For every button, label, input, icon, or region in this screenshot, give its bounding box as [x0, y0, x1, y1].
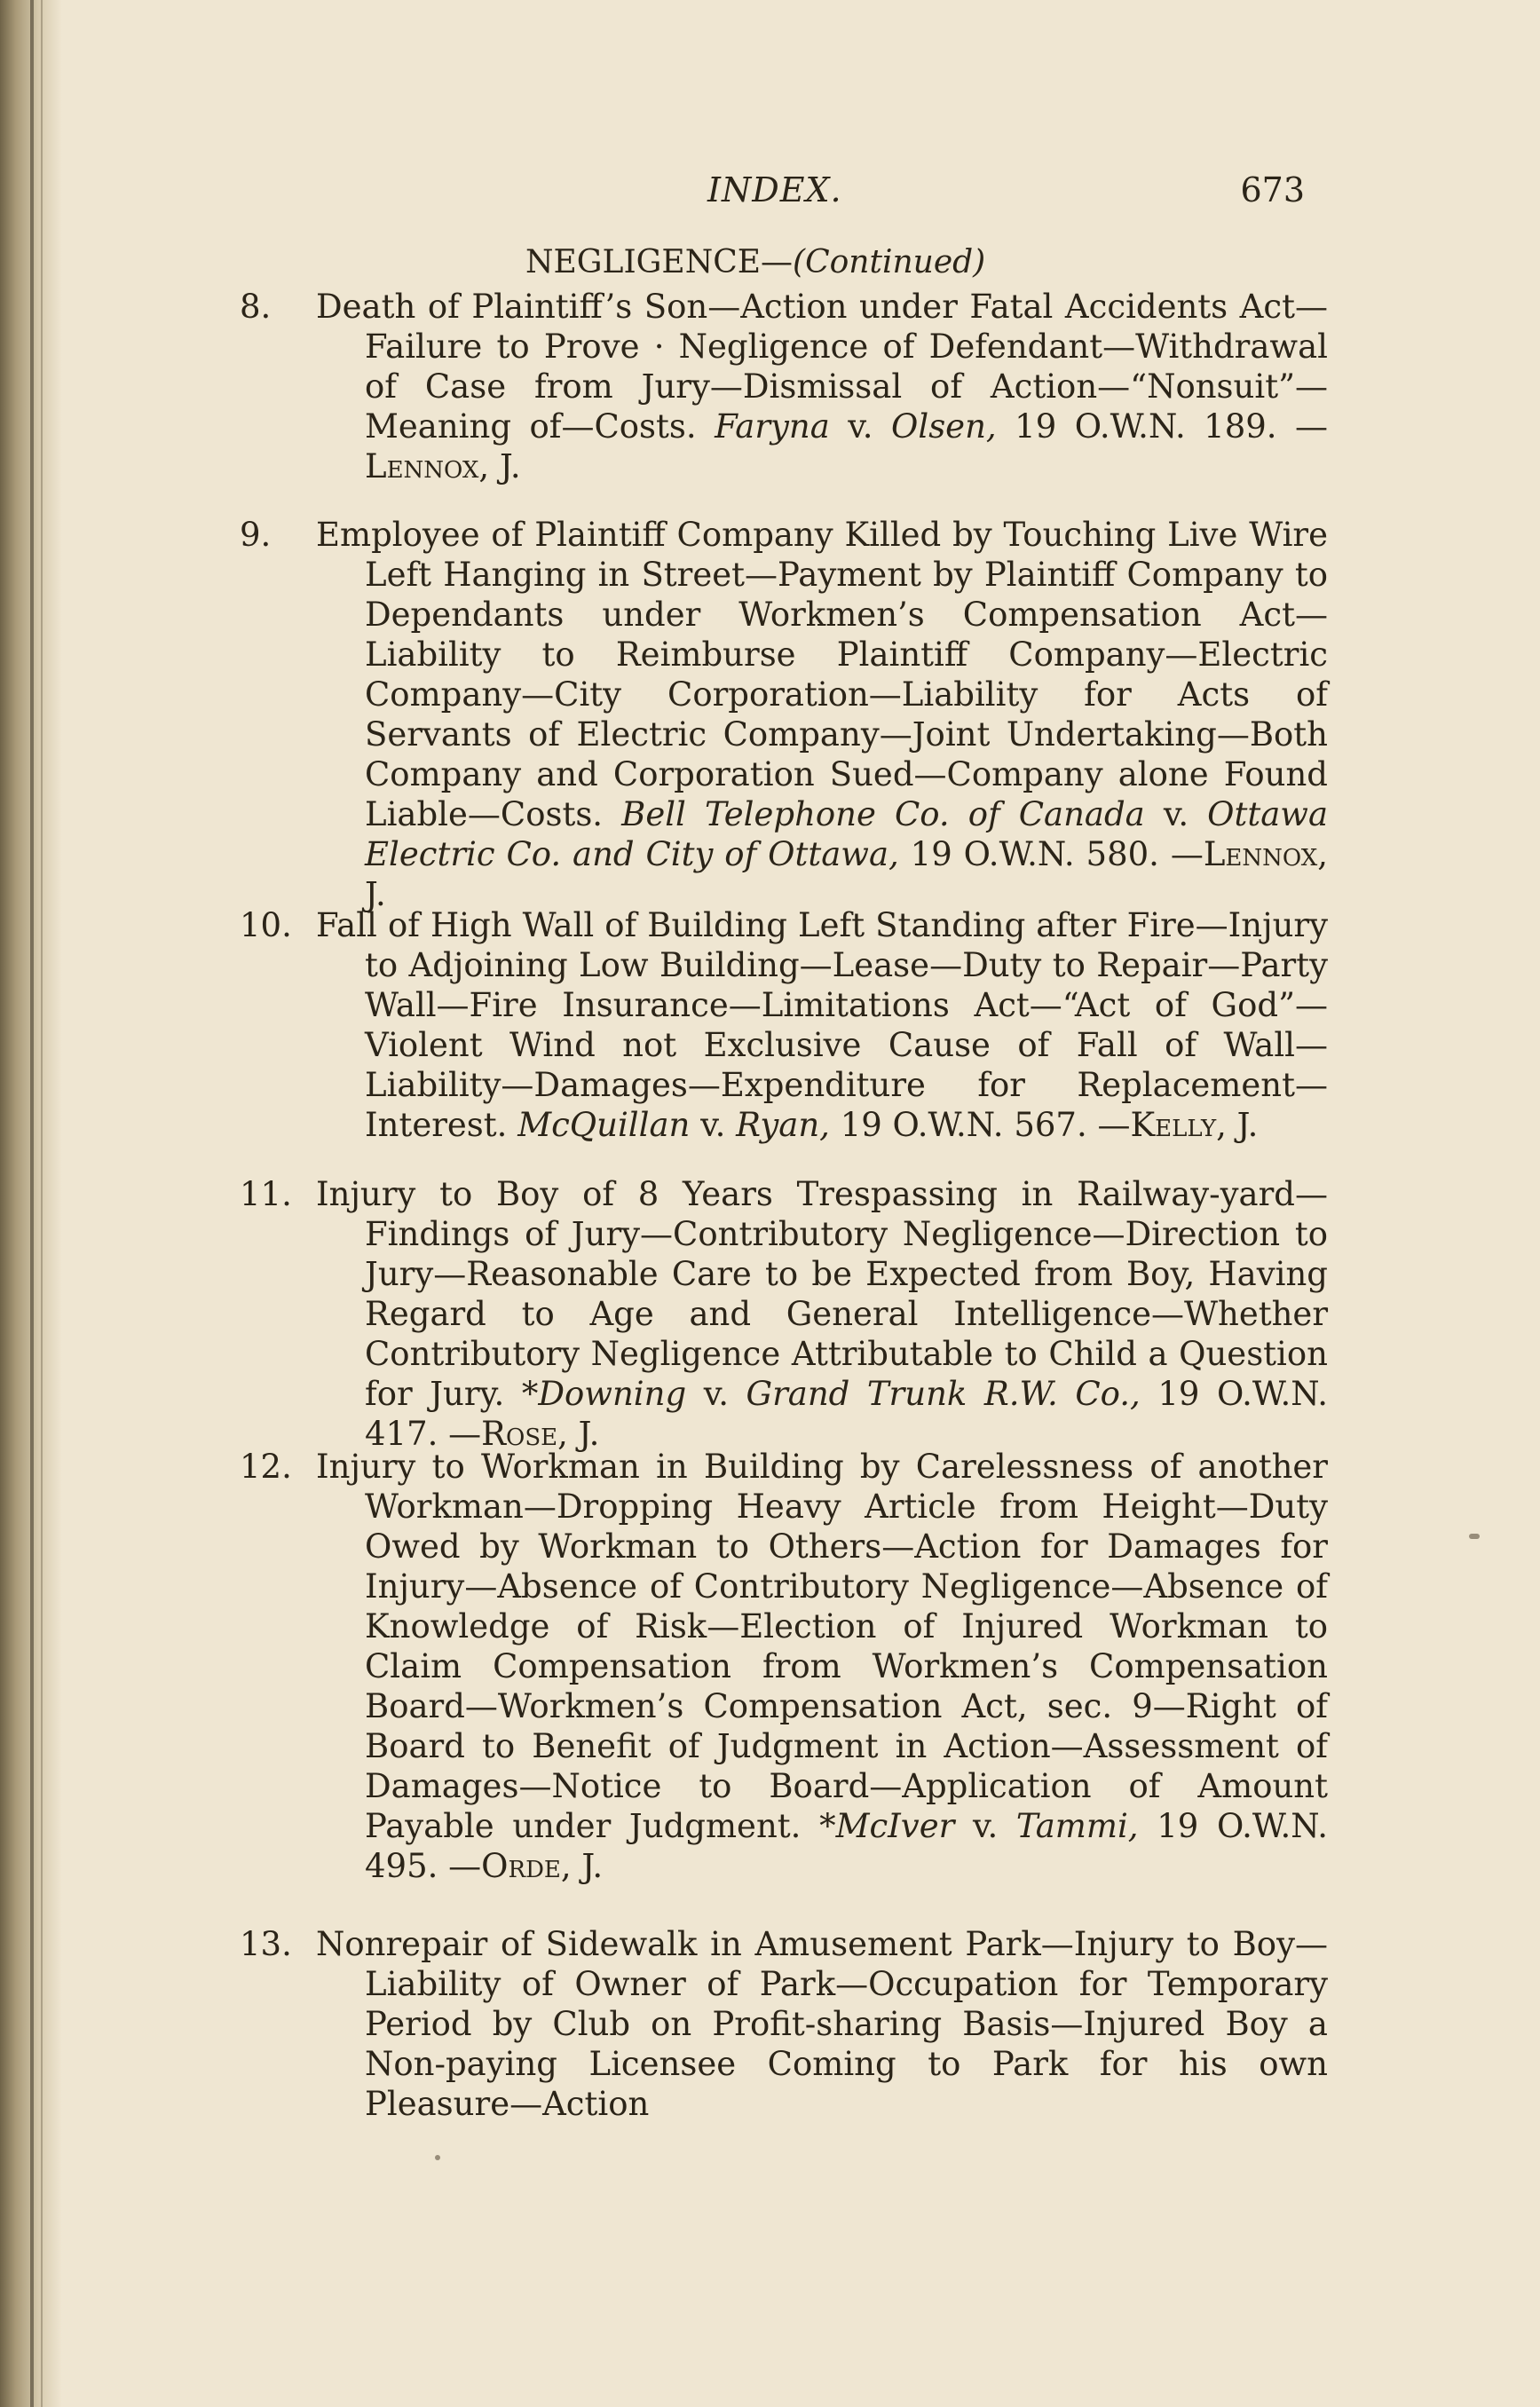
case-judge: —Rose, J.	[448, 1415, 600, 1453]
entry-text: Employee of Plaintiff Company Killed by Touching Live Wire Left Hanging in Street—Payment by Plaintiff Company to Dependants under Workmen’s Compensation Act—Liability to Reimburse Plaintiff Company—Electric Company—City Corporation—Liability for Acts of Servants of Electric Company—Joint Undertaking—Both Company and Corporation Sued—Company alone Found Liable—Costs.	[316, 516, 1328, 833]
index-entry-8	[240, 287, 1328, 486]
entry-number: 8.	[240, 288, 272, 326]
paper-blemish	[435, 2155, 440, 2160]
entry-text: Injury to Workman in Building by Carelessness of another Workman—Dropping Heavy Article from Height—Duty Owed by Workman to Others—Action for Damages for Injury—Absence of Contributory Negligence—Absence of Knowledge of Risk—Election of Injured Workman to Claim Compensation from Workmen’s Compensation Board—Workmen’s Compensation Act, sec. 9—Right of Board to Benefit of Judgment in Action—Assessment of Damages—Notice to Board—Application of Amount Payable under Judgment.	[316, 1448, 1328, 1845]
entry-body	[316, 1447, 1328, 1886]
index-entry-12	[240, 1447, 1328, 1886]
case-citation: 19 O.W.N. 580.	[910, 835, 1159, 873]
case-citation: 19 O.W.N. 567.	[840, 1106, 1087, 1144]
section-title: NEGLIGENCE—	[525, 244, 794, 280]
index-entry-10	[240, 905, 1328, 1145]
index-entry-13	[240, 1924, 1328, 2124]
case-party-b: Grand Trunk R.W. Co.,	[746, 1375, 1141, 1413]
entry-text: Nonrepair of Sidewalk in Amusement Park—Injury to Boy—Liability of Owner of Park—Occupation for Temporary Period by Club on Profit-sharing Basis—Injured Boy a Non-paying Licensee Coming to Park for his own Pleasure—Action	[316, 1925, 1328, 2123]
case-citation: 19 O.W.N. 189.	[1015, 407, 1277, 446]
entry-number: 10.	[240, 906, 292, 944]
case-party-a: McQuillan	[517, 1106, 691, 1144]
page-number: 673	[1240, 170, 1305, 209]
entry-number: 13.	[240, 1925, 292, 1963]
index-entry-9	[240, 515, 1328, 914]
case-party-a: *Downing	[521, 1375, 687, 1413]
page-header	[240, 170, 1305, 215]
entry-number: 12.	[240, 1448, 292, 1486]
case-judge: —Orde, J.	[448, 1847, 604, 1885]
entry-number: 11.	[240, 1175, 292, 1213]
entry-number: 9.	[240, 516, 272, 554]
entry-text: Fall of High Wall of Building Left Standing after Fire—Injury to Adjoining Low Building—Lease—Duty to Repair—Party Wall—Fire Insurance—Limitations Act—“Act of God”—Violent Wind not Exclusive Cause of Fall of Wall—Liability—Damages—Expenditure for Replacement—Interest.	[316, 906, 1328, 1144]
case-citation: 19 O.W.N. 417.	[365, 1375, 1328, 1453]
entry-body	[316, 287, 1328, 486]
case-judge: —Lennox, J.	[365, 407, 1329, 485]
case-party-a: *McIver	[819, 1807, 955, 1845]
case-party-a: Bell Telephone Co. of Canada	[621, 795, 1145, 833]
case-versus: v.	[700, 1106, 726, 1144]
case-party-a: Faryna	[715, 407, 830, 446]
book-spine-edge	[0, 0, 62, 2407]
case-judge: —Kelly, J.	[1097, 1106, 1259, 1144]
case-versus: v.	[848, 407, 873, 446]
section-heading	[525, 244, 985, 280]
index-entry-11	[240, 1174, 1328, 1454]
case-versus: v.	[703, 1375, 729, 1413]
case-party-b: Ryan,	[736, 1106, 830, 1144]
case-versus: v.	[1163, 795, 1189, 833]
case-party-b: Ottawa Electric Co. and City of Ottawa,	[365, 795, 1329, 873]
entry-body	[316, 515, 1328, 914]
entry-body	[316, 1174, 1328, 1454]
entry-text: Death of Plaintiff’s Son—Action under Fatal Accidents Act—Failure to Prove · Negligence of Defendant—Withdrawal of Case from Jury—Dismissal of Action—“Nonsuit”—Meaning of—Costs.	[316, 288, 1328, 446]
case-party-b: Olsen,	[891, 407, 997, 446]
running-title: INDEX.	[707, 170, 842, 209]
case-versus: v.	[972, 1807, 999, 1845]
entry-text: Injury to Boy of 8 Years Trespassing in Railway-yard—Findings of Jury—Contributory Negligence—Direction to Jury—Reasonable Care to be Expected from Boy, Having Regard to Age and General Intelligence—Whether Contributory Negligence Attributable to Child a Question for Jury.	[316, 1175, 1328, 1413]
entry-body	[316, 905, 1328, 1145]
entry-body	[316, 1924, 1328, 2124]
case-citation: 19 O.W.N. 495.	[365, 1807, 1329, 1885]
paper-blemish	[1469, 1534, 1480, 1539]
case-party-b: Tammi,	[1015, 1807, 1139, 1845]
section-continued: (Continued)	[793, 244, 986, 280]
case-judge: —Lennox, J.	[365, 835, 1329, 913]
